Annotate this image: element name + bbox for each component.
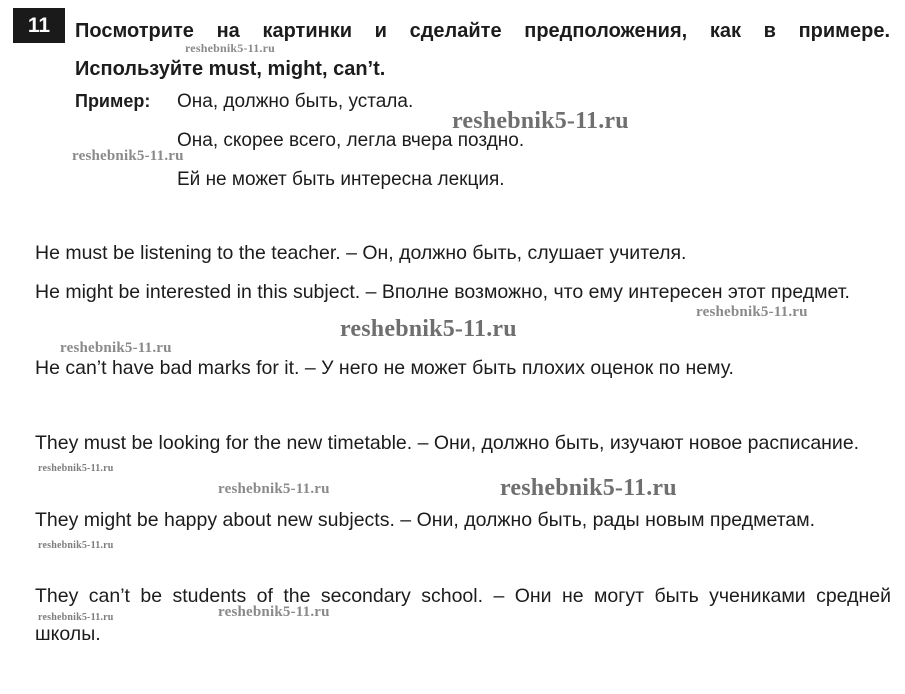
watermark: reshebnik5-11.ru — [38, 463, 114, 474]
answer-6: They can’t be students of the secondary school. – Они не могут быть учениками средней школы. — [35, 585, 891, 645]
answer-4: They must be looking for the new timetable. – Они, должно быть, изучают новое расписание. — [35, 432, 860, 454]
example-line-2: Она, скорее всего, легла вчера поздно. — [177, 130, 525, 151]
answer-1: He must be listening to the teacher. – Он, должно быть, слушает учителя. — [35, 242, 687, 264]
instruction-line-1: Посмотрите на картинки и сделайте предположения, как в примере. — [75, 20, 890, 42]
watermark: reshebnik5-11.ru — [696, 304, 808, 320]
example-label: Пример: — [75, 91, 151, 111]
answer-2: He might be interested in this subject. – Вполне возможно, что ему интересен этот предмет. — [35, 281, 850, 303]
watermark: reshebnik5-11.ru — [500, 475, 677, 501]
watermark: reshebnik5-11.ru — [218, 604, 330, 620]
watermark: reshebnik5-11.ru — [72, 148, 184, 164]
exercise-number: 11 — [27, 13, 51, 37]
watermark: reshebnik5-11.ru — [38, 612, 114, 623]
example-line-3: Ей не может быть интересна лекция. — [177, 169, 505, 190]
answer-5: They might be happy about new subjects. – Они, должно быть, рады новым предметам. — [35, 509, 816, 531]
exercise-number-badge — [13, 8, 65, 43]
watermark: reshebnik5-11.ru — [452, 108, 629, 134]
watermark: reshebnik5-11.ru — [185, 41, 275, 55]
watermark: reshebnik5-11.ru — [38, 540, 114, 551]
example-line-1: Она, должно быть, устала. — [177, 91, 414, 112]
watermark: reshebnik5-11.ru — [218, 481, 330, 497]
watermark: reshebnik5-11.ru — [60, 340, 172, 356]
watermark: reshebnik5-11.ru — [340, 316, 517, 342]
answer-3: He can’t have bad marks for it. – У него не может быть плохих оценок по нему. — [35, 357, 734, 379]
instruction-line-2: Используйте must, might, can’t. — [75, 58, 386, 80]
